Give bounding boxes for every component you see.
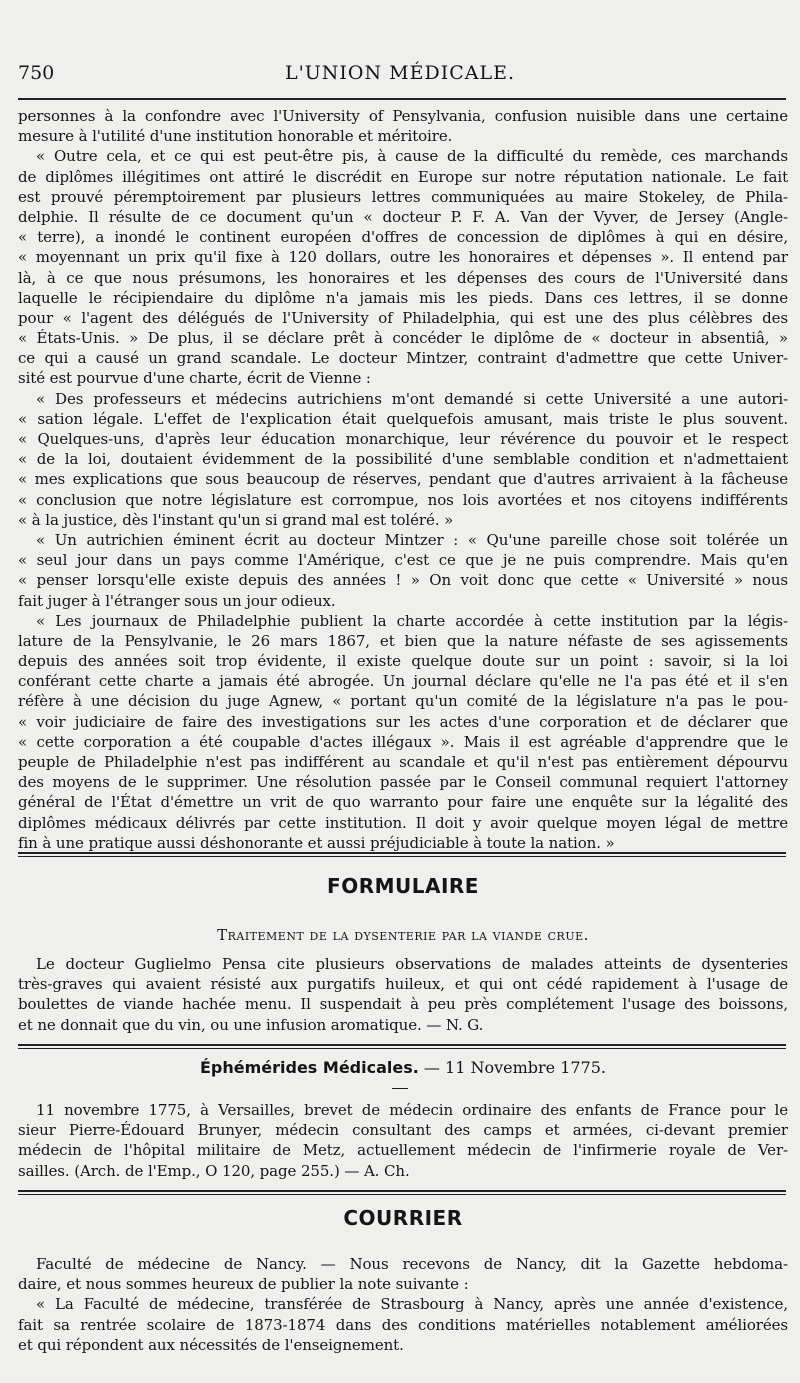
dash-separator — [392, 1088, 408, 1089]
text-line: là, à ce que nous présumons, les honoraires et les dépenses des cours de l'Université dans — [18, 268, 788, 287]
text-line: fait juger à l'étranger sous un jour odieux. — [18, 591, 336, 610]
section-rule-thin — [18, 856, 786, 857]
text-line: médecin de l'hôpital militaire de Metz, actuellement médecin de l'infirmerie royale de Ver- — [18, 1141, 788, 1160]
text-line: et qui répondent aux nécessités de l'enseignement. — [18, 1335, 404, 1354]
header-rule — [18, 98, 786, 100]
running-title: L'UNION MÉDICALE. — [284, 62, 516, 84]
text-line: et ne donnait que du vin, ou une infusion aromatique. — N. G. — [18, 1015, 484, 1034]
text-line: lature de la Pensylvanie, le 26 mars 1867, et bien que la nature néfaste de ses agissements — [18, 631, 788, 650]
page-number: 750 — [18, 62, 55, 84]
courrier-heading: COURRIER — [343, 1206, 463, 1230]
text-line: des moyens de le supprimer. Une résolution passée par le Conseil communal requiert l'attorney — [18, 773, 788, 792]
formulaire-body — [18, 954, 788, 1035]
text-line: boulettes de viande hachée menu. Il suspendait à peu près complétement l'usage des boissons, — [18, 995, 788, 1014]
text-line: personnes à la confondre avec l'University of Pensylvania, confusion nuisible dans une certaine — [18, 107, 788, 125]
text-line: très-graves qui avaient résisté aux purgatifs huileux, et qui ont cédé rapidement à l'usage de — [18, 975, 788, 994]
text-line: « terre), a inondé le continent européen d'offres de concession de diplômes à qui en désire, — [18, 228, 788, 247]
text-line: « à la justice, dès l'instant qu'un si grand mal est toléré. » — [18, 510, 454, 529]
text-line: 11 novembre 1775, à Versailles, brevet de médecin ordinaire des enfants de France pour le — [36, 1101, 788, 1119]
text-line: « penser lorsqu'elle existe depuis des années ! » On voit donc que cette « Université » nous — [18, 571, 788, 590]
section-rule — [18, 852, 786, 854]
text-line: « voir judiciaire de faire des investigations sur les actes d'une corporation et de déclarer que — [18, 712, 788, 731]
text-line: « Des professeurs et médecins autrichiens m'ont demandé si cette Université a une autori- — [36, 389, 788, 408]
section-rule-thin — [18, 1194, 786, 1195]
article-body — [18, 106, 788, 853]
section-rule — [18, 1044, 786, 1046]
courrier-body — [18, 1254, 788, 1355]
text-line: daire, et nous sommes heureux de publier la note suivante : — [18, 1275, 469, 1294]
text-line: réfère à une décision du juge Agnew, « portant qu'un comité de la législature n'a pas le pou- — [18, 692, 788, 711]
text-line: sité est pourvue d'une charte, écrit de Vienne : — [18, 369, 371, 388]
text-line: « cette corporation a été coupable d'actes illégaux ». Mais il est agréable d'apprendre que le — [18, 732, 788, 751]
text-line: est prouvé péremptoirement par plusieurs lettres communiquées au maire Stokeley, de Phila- — [18, 187, 788, 206]
text-line: fin à une pratique aussi déshonorante et aussi préjudiciable à toute la nation. » — [18, 833, 615, 852]
text-line: delphie. Il résulte de ce document qu'un « docteur P. F. A. Van der Vyver, de Jersey (Angle- — [18, 207, 788, 226]
text-line: laquelle le récipiendaire du diplôme n'a jamais mis les pieds. Dans ces lettres, il se donne — [18, 288, 788, 307]
ephemerides-title-line — [18, 1058, 788, 1077]
text-line: pour « l'agent des délégués de l'University of Philadelphia, qui est une des plus célèbres des — [18, 308, 788, 327]
text-line: sailles. (Arch. de l'Emp., O 120, page 255.) — A. Ch. — [18, 1161, 410, 1180]
text-line: « Outre cela, et ce qui est peut-être pis, à cause de la difficulté du remède, ces marchands — [36, 147, 788, 166]
text-line: sieur Pierre-Édouard Brunyer, médecin consultant des camps et armées, ci-devant premier — [18, 1121, 788, 1140]
page-header — [18, 60, 782, 92]
text-line: fait sa rentrée scolaire de 1873-1874 dans des conditions matérielles notablement améliorées — [18, 1315, 788, 1334]
text-line: « conclusion que notre législature est corrompue, nos lois avortées et nos citoyens indifférents — [18, 490, 788, 509]
text-line: ce qui a causé un grand scandale. Le docteur Mintzer, contraint d'admettre que cette Univer- — [18, 349, 788, 368]
text-line: général de l'État d'émettre un vrit de quo warranto pour faire une enquête sur la légalité des — [18, 793, 788, 812]
text-line: « Les journaux de Philadelphie publient la charte accordée à cette institution par la légis- — [36, 611, 788, 630]
text-line: « Un autrichien éminent écrit au docteur Mintzer : « Qu'une pareille chose soit tolérée un — [36, 530, 788, 549]
ephemerides-date: — 11 Novembre 1775. — [423, 1058, 607, 1077]
text-line: peuple de Philadelphie n'est pas indifférent au scandale et qu'il n'est pas entièrement dépourvu — [18, 753, 788, 771]
text-line: « de la loi, doutaient évidemment de la possibilité d'une semblable condition et n'admettaient — [18, 450, 788, 469]
formulaire-heading: FORMULAIRE — [327, 874, 479, 898]
text-line: mesure à l'utilité d'une institution honorable et méritoire. — [18, 127, 453, 146]
text-line: « La Faculté de médecine, transférée de Strasbourg à Nancy, après une année d'existence, — [36, 1295, 788, 1314]
section-rule-thin — [18, 1048, 786, 1049]
text-line: depuis des années soit trop évidente, il existe quelque doute sur un point : savoir, si la loi — [18, 652, 788, 671]
text-line: de diplômes illégitimes ont attiré le discrédit en Europe sur notre réputation nationale. Le fait — [18, 167, 788, 186]
section-rule — [18, 1190, 786, 1192]
ephemerides-body — [18, 1100, 788, 1181]
courrier-section — [18, 1200, 788, 1236]
text-line: Faculté de médecine de Nancy. — Nous recevons de Nancy, dit la Gazette hebdoma- — [36, 1255, 788, 1273]
text-line: « seul jour dans un pays comme l'Amérique, c'est ce que je ne puis comprendre. Mais qu'en — [18, 551, 788, 570]
text-line: conférant cette charte a jamais été abrogée. Un journal déclare qu'elle ne l'a pas été et il s'en — [18, 672, 788, 691]
text-line: « mes explications que sous beaucoup de réserves, pendant que d'autres arrivaient à la fâcheuse — [18, 470, 788, 489]
text-line: « moyennant un prix qu'il fixe à 120 dollars, outre les honoraires et dépenses ». Il entend par — [18, 248, 788, 267]
ephemerides-title: Éphémérides Médicales. — [199, 1058, 419, 1077]
text-line: Le docteur Guglielmo Pensa cite plusieurs observations de malades atteints de dysenteries — [36, 955, 788, 973]
text-line: diplômes médicaux délivrés par cette institution. Il doit y avoir quelque moyen légal de mettre — [18, 813, 788, 832]
formulaire-subheading: Traitement de la dysenterie par la viande crue. — [217, 926, 589, 944]
text-line: « sation légale. L'effet de l'explication était quelquefois amusant, mais triste le plus souvent. — [18, 409, 788, 428]
text-line: « Quelques-uns, d'après leur éducation monarchique, leur révérence du pouvoir et le respect — [18, 430, 788, 448]
text-line: « États-Unis. » De plus, il se déclare prêt à concéder le diplôme de « docteur in absentiâ, » — [18, 329, 788, 348]
